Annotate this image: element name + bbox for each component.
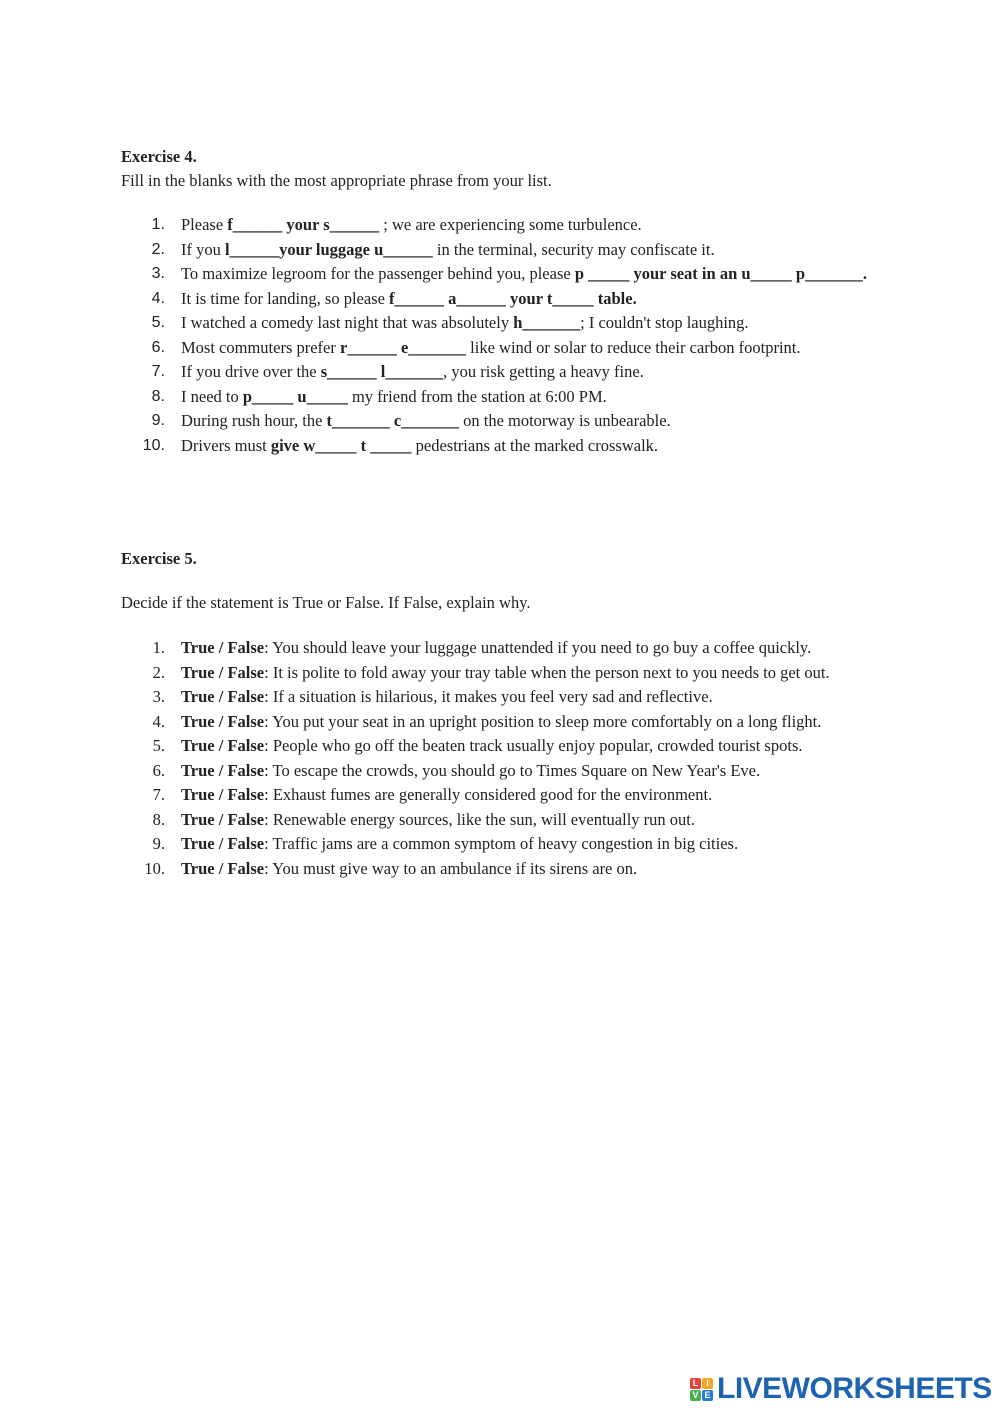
sentence-text: It is time for landing, so please (181, 288, 390, 308)
exercise-4-item (0, 360, 881, 385)
sentence-text: Drivers must (181, 435, 271, 455)
true-false-label: True / False (181, 687, 265, 706)
sentence-text: pedestrians at the marked crosswalk. (411, 435, 659, 455)
item-number: 1. (151, 216, 165, 233)
item-number: 9. (151, 412, 165, 429)
sentence-text: Please (181, 215, 228, 234)
sentence-text: like wind or solar to reduce their carbon footprint. (466, 337, 801, 357)
true-false-label: True / False (181, 662, 265, 682)
exercise-4-item (0, 311, 881, 336)
liveworksheets-logo-icon (690, 1378, 713, 1401)
sentence-text: To maximize legroom for the passenger behind you, please (181, 264, 575, 283)
statement-text: : It is polite to fold away your tray table when the person next to you needs to get out. (264, 662, 830, 682)
statement-text: : Traffic jams are a common symptom of heavy congestion in big cities. (264, 834, 739, 853)
item-number: 4. (152, 711, 165, 731)
logo-letter: I (702, 1378, 713, 1389)
blank-phrase: p_____ u_____ (242, 386, 348, 406)
statement-text: : People who go off the beaten track usually enjoy popular, crowded tourist spots. (264, 736, 803, 755)
exercise-5-item (0, 661, 881, 686)
item-number: 9. (152, 834, 165, 853)
statement-text: : Exhaust fumes are generally considered good for the environment. (264, 785, 713, 804)
true-false-label: True / False (181, 736, 265, 755)
true-false-label: True / False (181, 809, 265, 829)
exercise-5-item (0, 832, 881, 857)
item-number: 8. (151, 387, 165, 405)
exercise-4-item (0, 336, 881, 361)
true-false-label: True / False (181, 858, 265, 878)
exercise-4-item (0, 385, 881, 410)
blank-phrase: l______your luggage u______ (225, 239, 433, 259)
sentence-text: Most commuters prefer (181, 337, 340, 357)
exercise-5-item (0, 734, 881, 759)
item-number: 10. (142, 436, 165, 454)
logo-letter: V (690, 1390, 701, 1401)
statement-text: : To escape the crowds, you should go to Times Square on New Year's Eve. (264, 760, 761, 780)
sentence-text: If you (181, 239, 225, 259)
sentence-text: ; we are experiencing some turbulence. (379, 215, 642, 234)
exercise-5-title: Exercise 5. (121, 549, 197, 568)
item-number: 1. (152, 638, 165, 657)
sentence-text: my friend from the station at 6:00 PM. (347, 386, 607, 406)
exercise-4-item (0, 409, 881, 434)
sentence-text: I watched a comedy last night that was absolutely (181, 313, 514, 332)
exercise-4-item (0, 287, 881, 312)
item-number: 3. (152, 687, 165, 706)
blank-phrase: t_______ c_______ (326, 411, 459, 430)
true-false-label: True / False (181, 785, 265, 804)
sentence-text: on the motorway is unbearable. (458, 411, 671, 430)
item-number: 7. (151, 363, 165, 380)
item-number: 5. (152, 736, 165, 755)
exercise-5-item (0, 857, 881, 882)
liveworksheets-logo (690, 1372, 992, 1406)
exercise-5-item (0, 710, 881, 735)
item-number: 6. (151, 338, 165, 356)
blank-phrase: s______ l_______ (320, 362, 444, 381)
exercise-5-item (0, 759, 881, 784)
exercise-4-list (0, 213, 999, 458)
sentence-text: If you drive over the (181, 362, 321, 381)
item-number: 3. (151, 265, 165, 282)
exercise-5-item (0, 636, 881, 661)
exercise-4-item (0, 238, 881, 263)
exercise-4-item (0, 262, 881, 287)
sentence-text: During rush hour, the (181, 411, 327, 430)
item-number: 8. (152, 809, 165, 829)
item-number: 2. (152, 662, 165, 682)
blank-phrase: p _____ your seat in an u_____ p_______. (574, 264, 867, 283)
item-number: 10. (144, 858, 165, 878)
logo-text: LIVEWORKSHEETS (717, 1372, 992, 1405)
item-number: 5. (151, 314, 165, 331)
statement-text: : You should leave your luggage unattended if you need to go buy a coffee quickly. (264, 638, 812, 657)
item-number: 2. (151, 240, 165, 258)
blank-phrase: f______ a______ your t_____ table. (389, 288, 637, 308)
exercise-5-list (0, 636, 999, 881)
statement-text: : If a situation is hilarious, it makes you feel very sad and reflective. (264, 687, 713, 706)
blank-phrase: give w_____ t _____ (270, 435, 412, 455)
statement-text: : You must give way to an ambulance if its sirens are on. (264, 858, 638, 878)
exercise-4-item (0, 434, 881, 459)
exercise-4-item (0, 213, 881, 238)
exercise-4-title: Exercise 4. (121, 147, 197, 166)
true-false-label: True / False (181, 760, 265, 780)
logo-letter: L (690, 1378, 701, 1389)
sentence-text: I need to (181, 386, 243, 406)
statement-text: : You put your seat in an upright position to sleep more comfortably on a long flight. (264, 711, 822, 731)
true-false-label: True / False (181, 711, 265, 731)
blank-phrase: f______ your s______ (227, 215, 380, 234)
exercise-4-instruction: Fill in the blanks with the most appropriate phrase from your list. (121, 171, 552, 190)
sentence-text: ; I couldn't stop laughing. (580, 313, 749, 332)
true-false-label: True / False (181, 638, 265, 657)
exercise-5-item (0, 783, 881, 808)
item-number: 6. (152, 760, 165, 780)
item-number: 7. (152, 785, 165, 804)
sentence-text: , you risk getting a heavy fine. (443, 362, 644, 381)
exercise-5-instruction: Decide if the statement is True or False. If False, explain why. (121, 593, 531, 612)
item-number: 4. (151, 289, 165, 307)
true-false-label: True / False (181, 834, 265, 853)
statement-text: : Renewable energy sources, like the sun, will eventually run out. (264, 809, 695, 829)
exercise-5-item (0, 685, 881, 710)
sentence-text: in the terminal, security may confiscate it. (432, 239, 715, 259)
logo-letter: E (702, 1390, 713, 1401)
blank-phrase: h_______ (513, 313, 581, 332)
blank-phrase: r______ e_______ (340, 337, 467, 357)
exercise-5-item (0, 808, 881, 833)
